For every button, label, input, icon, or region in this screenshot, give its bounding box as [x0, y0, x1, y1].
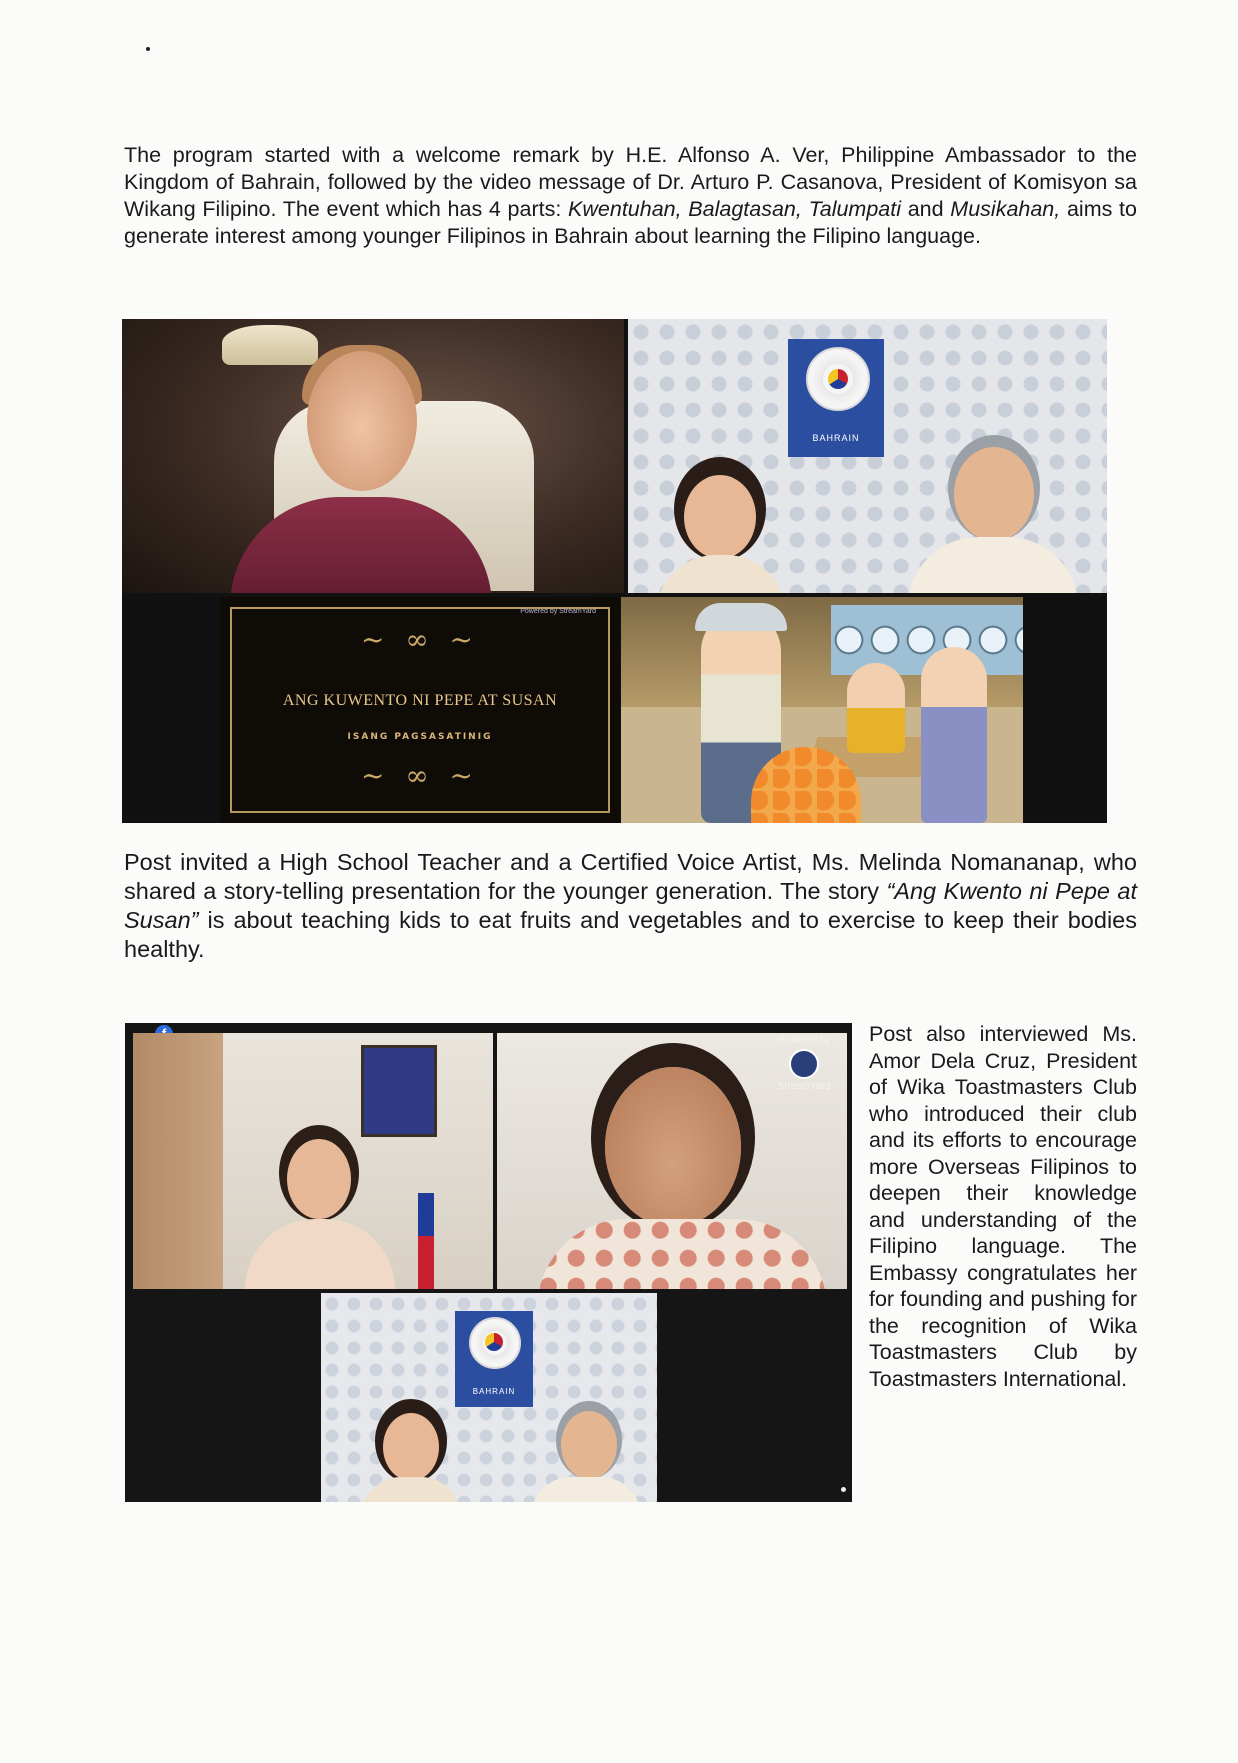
host-woman — [361, 1411, 461, 1502]
paragraph-intro: The program started with a welcome remark by H.E. Alfonso A. Ver, Philippine Ambassador to the Kingdom of Bahrain, followed by the video message of Dr. Arturo P. Casanova, President of Komisyon sa Wikang Filipino. The event which has 4 parts: Kwentuhan, Balagtasan, Talumpati and Musikahan, aims to generate interest among younger Filipinos in Bahrain about learning the Filipino language. — [124, 143, 1137, 248]
photo-collage-storytelling — [122, 319, 1107, 823]
child-figure — [847, 663, 905, 753]
streamyard-badge: Powered by StreamYard — [520, 608, 596, 615]
story-title-card — [220, 597, 620, 823]
streamyard-logo-icon — [789, 1049, 819, 1079]
ambassador — [908, 447, 1078, 593]
ornament-top-icon: ~ ∞ ~ — [360, 623, 480, 656]
storyteller-face — [307, 351, 417, 491]
guest-face — [605, 1067, 741, 1227]
embassy-seal-banner — [455, 1311, 533, 1407]
scan-speck — [146, 47, 150, 51]
lamp — [222, 325, 318, 365]
wall-poster — [361, 1045, 437, 1137]
embassy-seal-banner — [788, 339, 884, 457]
guest-blouse — [537, 1219, 827, 1289]
girl-figure — [921, 647, 987, 823]
paragraph-interview: Post also interviewed Ms. Amor Dela Cruz, President of Wika Toastmasters Club who introduced their club and its efforts to encourage more Overseas Filipinos to deepen their knowledge and understanding of the Filipino language. The Embassy congratulates her for founding and pushing for the recognition of Wika Toastmasters Club by Toastmasters International. — [869, 1022, 1137, 1391]
host-woman — [245, 1129, 395, 1289]
photo-collage-interview — [125, 1023, 852, 1502]
video-tile-host — [133, 1033, 493, 1289]
streamyard-badge: Powered by StreamYard — [777, 1035, 831, 1092]
video-tile-storyteller — [122, 319, 624, 593]
embassy-seal-icon — [469, 1317, 521, 1369]
story-subtitle: ISANG PAGSASATINIG — [347, 732, 493, 742]
paragraph-storytelling: Post invited a High School Teacher and a Certified Voice Artist, Ms. Melinda Nomananap, who shared a story-telling presentation for the younger generation. The story “Ang Kwento ni Pepe at Susan” is about teaching kids to eat fruits and vegetables and to exercise to keep their bodies healthy. — [124, 849, 1137, 962]
story-title: ANG KUWENTO NI PEPE AT SUSAN — [282, 692, 558, 709]
embassy-seal-icon — [806, 347, 870, 411]
video-tile-embassy-studio — [628, 319, 1107, 593]
story-illustration — [621, 597, 1023, 823]
video-tile-embassy-studio — [321, 1293, 657, 1502]
host-woman — [656, 467, 786, 593]
philippine-flag — [418, 1193, 434, 1289]
seal-caption: BAHRAIN — [812, 433, 860, 443]
seal-caption: BAHRAIN — [472, 1387, 516, 1396]
cap — [695, 603, 787, 631]
ornament-bottom-icon: ~ ∞ ~ — [360, 759, 480, 792]
shelf — [133, 1033, 223, 1289]
status-dot — [841, 1487, 846, 1492]
ambassador — [531, 1411, 641, 1502]
video-tile-guest — [497, 1033, 847, 1289]
